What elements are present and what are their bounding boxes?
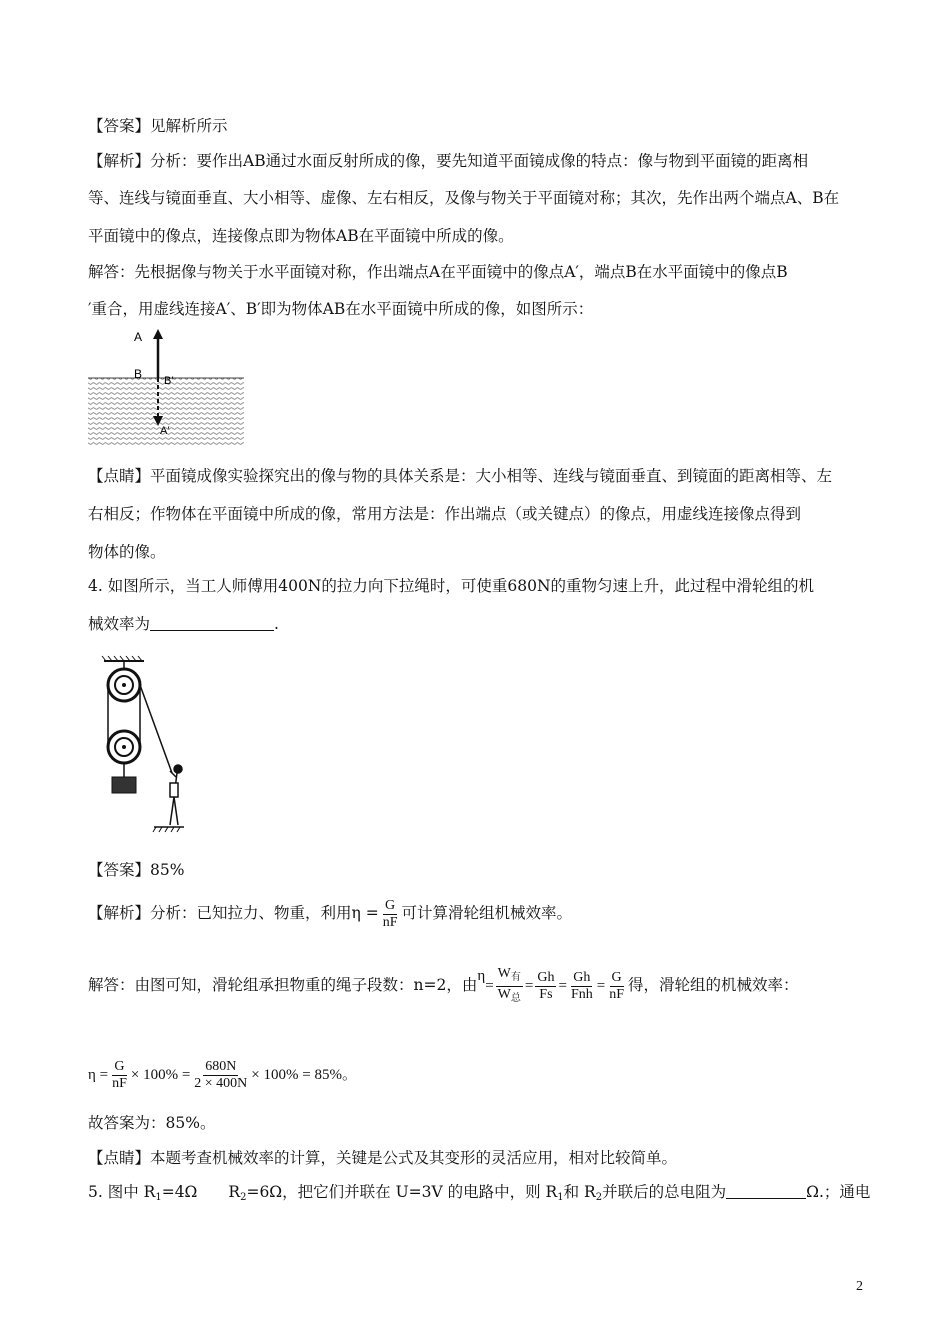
worker-figure: [170, 765, 182, 825]
formula-fraction: $\frac{G}{nF}$: [382, 897, 398, 930]
analysis-1-line-5: ′重合，用虚线连接A′、B′即为物体AB在水平面镜中所成的像，如图所示：: [88, 300, 594, 318]
label-A-prime: A′: [160, 425, 170, 437]
calc-fraction-1: $\frac{G}{nF}$: [112, 1058, 127, 1091]
solution-4: 解答：由图可知，滑轮组承担物重的绳子段数：n=2，由η= $\frac{W_有}{W_总}$ = $\frac{Gh}{Fs}$ = $\frac{Gh}{\text{Fnh}}$ = $\frac{G}{nF}$ 得，滑轮组的机械效率：: [88, 954, 799, 1008]
efficiency-fraction-3: $\frac{Gh}{\text{Fnh}}$: [570, 969, 593, 1002]
comment-1-line-3: 物体的像。: [88, 543, 166, 561]
label-B-prime: B′: [164, 375, 174, 387]
analysis-1-line-2: 等、连线与镜面垂直、大小相等、虚像、左右相反，及像与物关于平面镜对称；其次，先作出两个端点A、B在: [88, 189, 840, 207]
efficiency-fraction-1: $\frac{W_有}{W_总}$: [497, 965, 521, 1004]
efficiency-fraction-4: $\frac{G}{nF}$: [609, 969, 625, 1002]
analysis-1-line-3: 平面镜中的像点，连接像点即为物体AB在平面镜中所成的像。: [88, 227, 514, 245]
comment-1-line-1: 【点睛】平面镜成像实验探究出的像与物的具体关系是：大小相等、连线与镜面垂直、到镜面的距离相等、左: [88, 467, 833, 485]
question-4-line-1: 4. 如图所示，当工人师傅用400N的拉力向下拉绳时，可使重680N的重物匀速上升，此过程中滑轮组的机: [88, 577, 815, 595]
mirror-reflection-figure: [86, 326, 246, 448]
analysis-4: 【解析】分析：已知拉力、物重，利用η = $\frac{G}{nF}$ 可计算滑轮组机械效率。: [88, 897, 573, 930]
calculation-4: η = $\frac{G}{nF}$ × 100% = $\frac{680N}{2 \times 400N}$ × 100% = 85%。: [88, 1058, 357, 1091]
pulley-system-figure: [100, 655, 200, 835]
page-number: 2: [856, 1279, 863, 1294]
resistance-blank[interactable]: [726, 1184, 806, 1199]
comment-4: 【点睛】本题考查机械效率的计算，关键是公式及其变形的灵活应用，相对比较简单。: [88, 1149, 678, 1167]
efficiency-fraction-2: $\frac{Gh}{Fs}$: [537, 969, 555, 1002]
comment-1-line-2: 右相反；作物体在平面镜中所成的像，常用方法是：作出端点（或关键点）的像点，用虚线连接像点得到: [88, 505, 802, 523]
label-B: B: [134, 367, 143, 381]
question-4-line-2: 械效率为 .: [88, 615, 279, 633]
question-5: 5. 图中 $R_1=4\Omega$ $R_2=6\Omega$，把它们并联在 U=3V 的电路中，则 $R_1$和 $R_2$并联后的总电阻为 Ω.；通电: [88, 1183, 871, 1203]
calc-fraction-2: $\frac{680N}{2 \times 400N}$: [194, 1058, 248, 1091]
answer-blank[interactable]: [150, 616, 274, 631]
analysis-1-line-4: 解答：先根据像与物关于水平面镜对称，作出端点A在平面镜中的像点A′，端点B在水平面镜中的像点B: [88, 263, 788, 281]
analysis-1-line-1: 【解析】分析：要作出AB通过水面反射所成的像，要先知道平面镜成像的特点：像与物到平面镜的距离相: [88, 152, 809, 170]
final-answer-4: 故答案为：85%。: [88, 1114, 216, 1132]
answer-1: 【答案】见解析所示: [88, 117, 228, 135]
heavy-weight: [112, 777, 136, 793]
answer-4: 【答案】85%: [88, 861, 185, 879]
label-A: A: [134, 330, 143, 344]
